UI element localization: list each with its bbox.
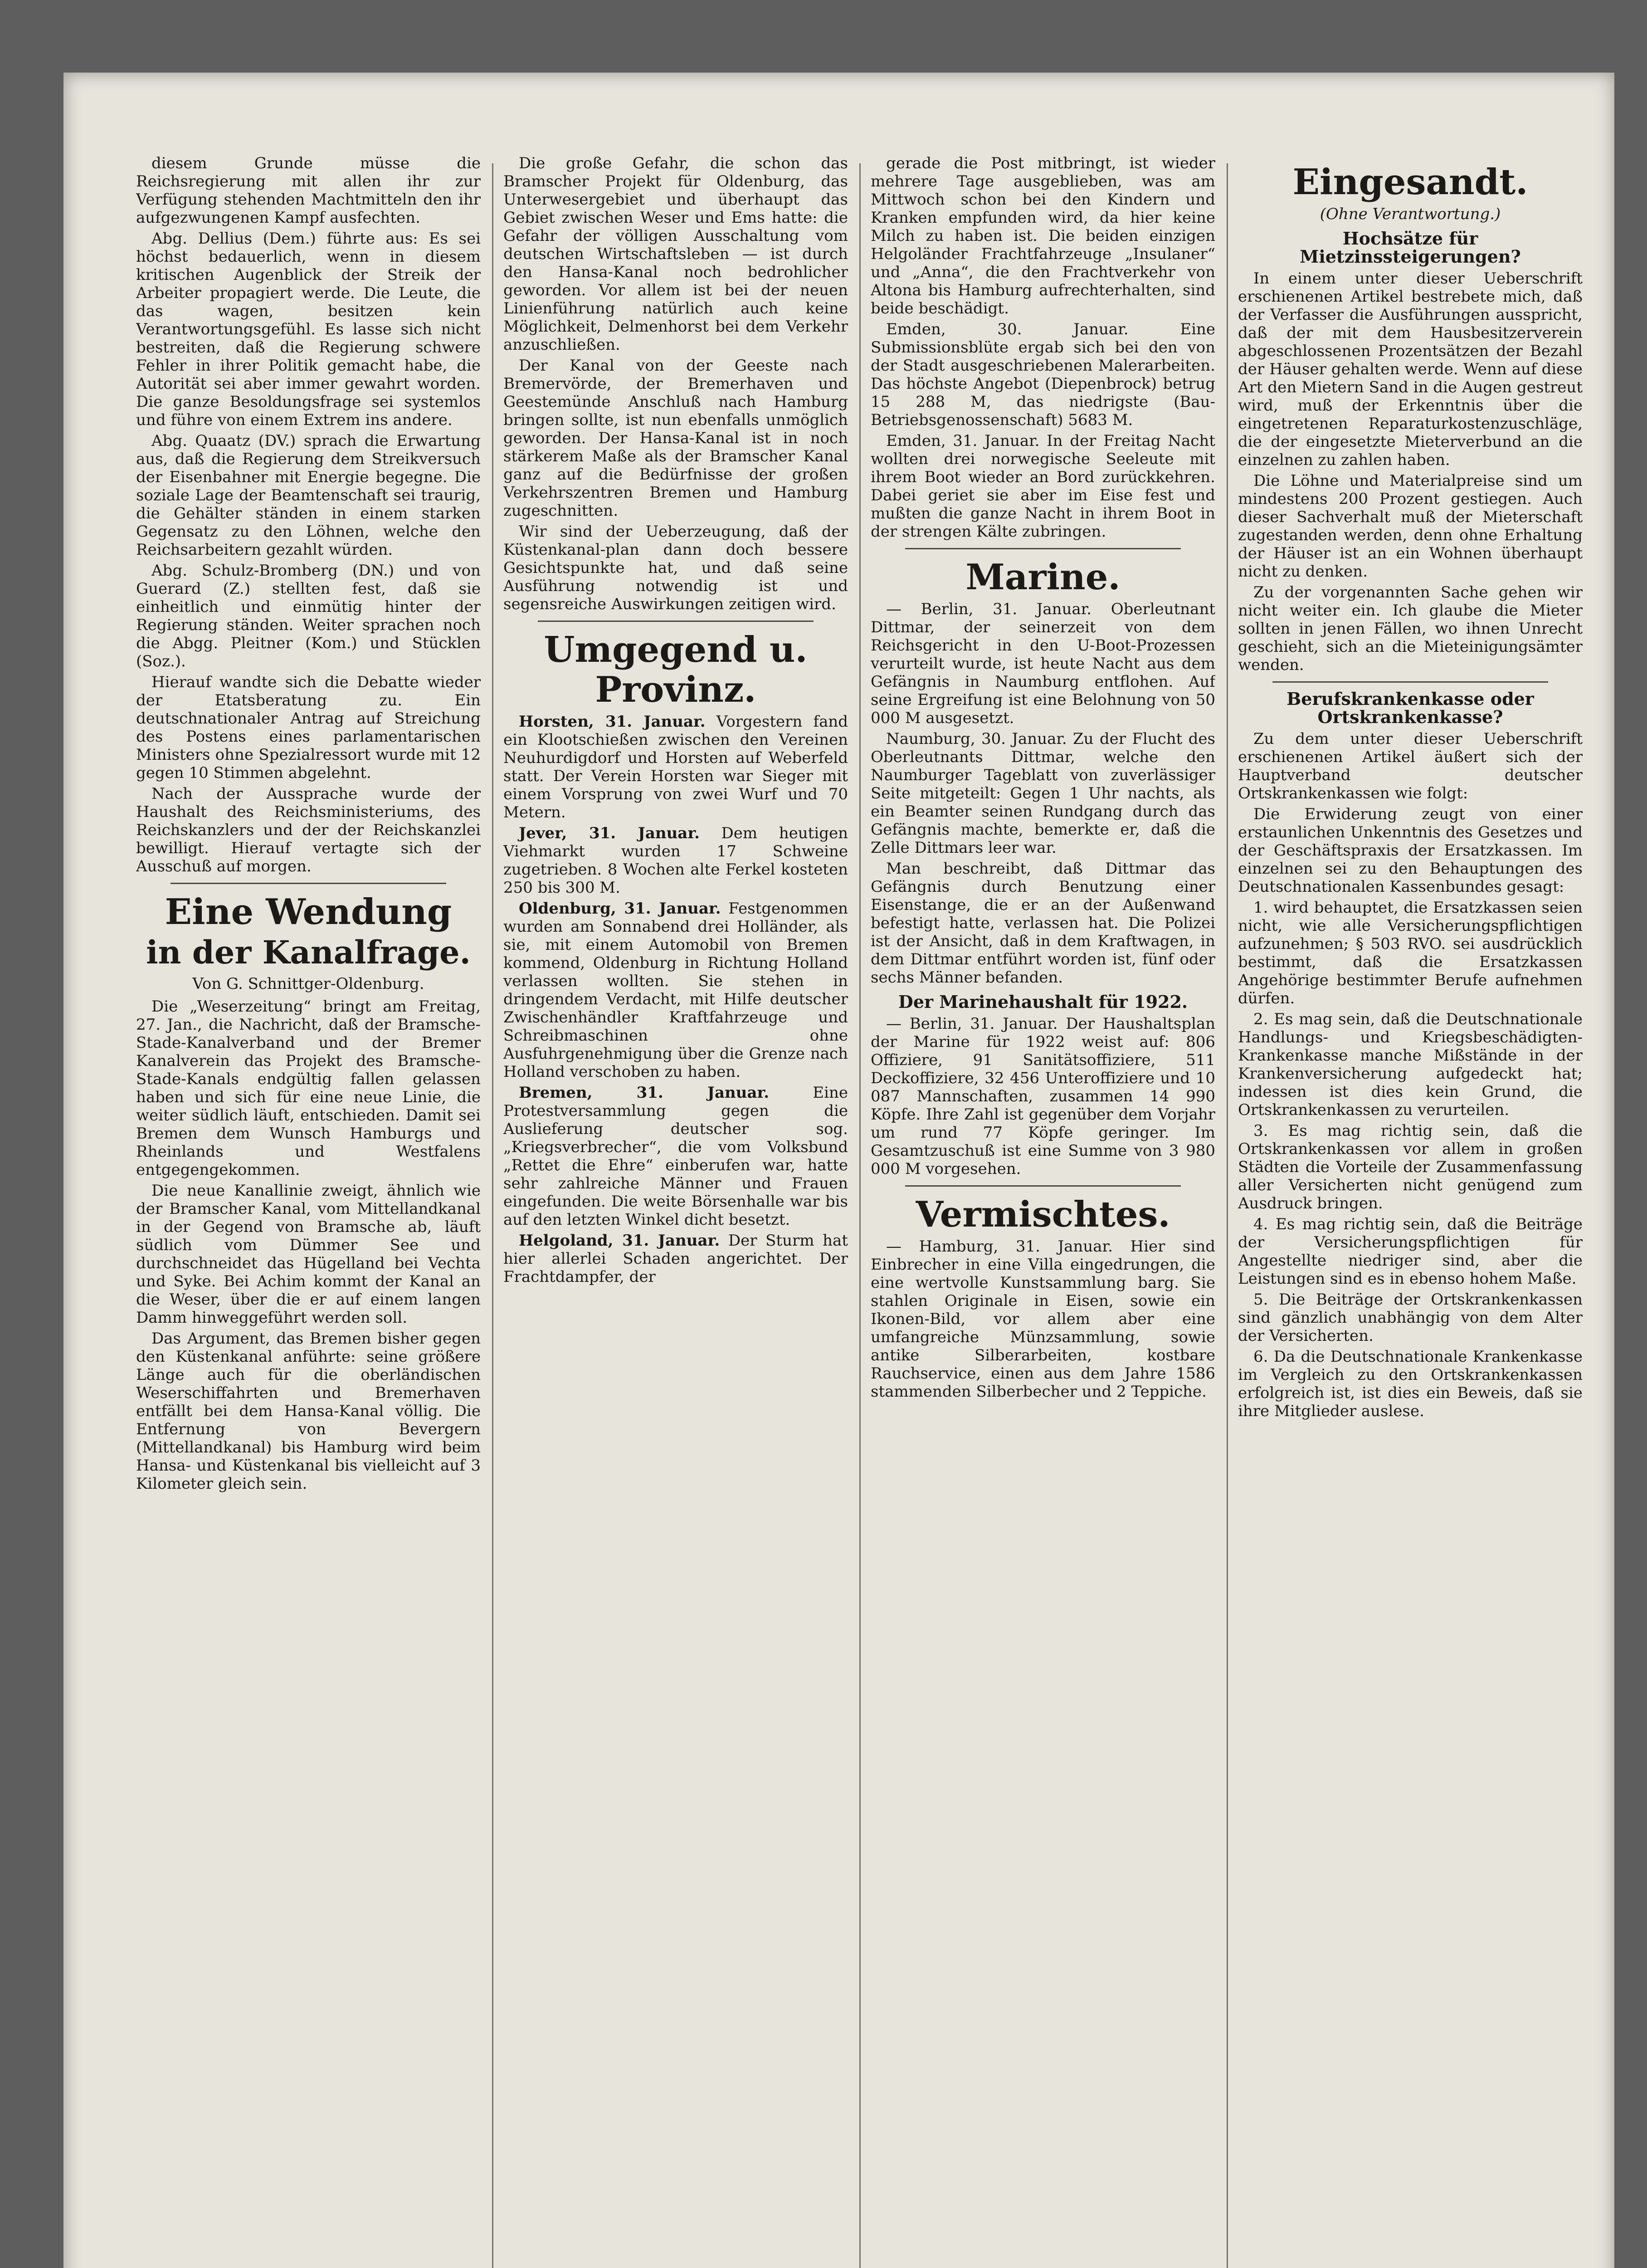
column-rule	[1227, 163, 1228, 2268]
news-text: Festgenommen wurden am Sonnabend drei Holländer, als sie, mit einem Automobil von Bremen kommend, Oldenburg in Richtung Holland verlassen wollten. Sie stehen in dringendem Verdacht, mit Hilfe deutscher Zwischenhändler Kraftfahrzeuge und Schreibmaschinen ohne Ausfuhrgenehmigung über die Grenze nach Holland verschoben zu haben.	[503, 899, 848, 1081]
paragraph: 4. Es mag richtig sein, daß die Beiträge der Versicherungspflichtigen für Angestellte niedriger sind, aber die Leistungen sind es in ebenso hohem Maße.	[1238, 1215, 1583, 1288]
paragraph: Die Erwiderung zeugt von einer erstaunlichen Unkenntnis des Gesetzes und der Geschäftspraxis der Ersatzkassen. Im einzelnen sei zu den Behauptungen des Deutschnationalen Kassenbundes gesagt:	[1238, 805, 1583, 896]
divider	[905, 548, 1181, 549]
paragraph: Emden, 31. Januar. In der Freitag Nacht wollten drei norwegische Seeleute mit ihrem Boot wieder an Bord zurückkehren. Dabei geriet sie aber im Eise fest und mußten die ganze Nacht in ihrem Boot in der strengen Kälte zubringen.	[871, 432, 1215, 541]
col1-intro	[136, 154, 481, 875]
paragraph: 2. Es mag sein, daß die Deutschnationale Handlungs- und Kriegsbeschädigten-Krankenkasse manche Mißstände in der Krankenversicherung aufgedeckt hat; indessen ist dies kein Grund, die Ortskrankenkassen zu verurteilen.	[1238, 1010, 1583, 1119]
news-item	[503, 899, 848, 1081]
paragraph: 5. Die Beiträge der Ortskrankenkassen sind gänzlich unabhängig von dem Alter der Versicherten.	[1238, 1290, 1583, 1345]
paragraph: Die Löhne und Materialpreise sind um mindestens 200 Prozent gestiegen. Auch dieser Sachverhalt muß der Mieterschaft zugestanden werden, denn ohne Erhaltung der Häuser ist an ein Wohnen überhaupt nicht zu denken.	[1238, 472, 1583, 581]
column-3	[871, 154, 1215, 2268]
section-title: Vermischtes.	[916, 1194, 1170, 1235]
divider	[538, 621, 814, 622]
section-title: Umgegend u. Provinz.	[544, 629, 808, 710]
divider	[1272, 681, 1548, 683]
paragraph: Wir sind der Ueberzeugung, daß der Küstenkanal-plan dann doch bessere Gesichtspunkte hat, und daß seine Ausführung notwendig ist und segensreiche Auswirkungen zeitigen wird.	[503, 523, 848, 613]
news-item	[503, 1084, 848, 1229]
dateline: Jever, 31. Januar.	[519, 824, 700, 842]
paragraph: 6. Da die Deutschnationale Krankenkasse im Vergleich zu den Ortskrankenkassen erfolgreich ist, ist dies ein Beweis, daß sie ihre Mitglieder auslese.	[1238, 1348, 1583, 1420]
news-text: Vorgestern fand ein Klootschießen zwischen den Vereinen Neuhurdigdorf und Horsten auf Weberfeld statt. Der Verein Horsten war Sieger mit einem Vorsprung von zwei Wurf und 70 Metern.	[503, 713, 848, 821]
paragraph: Nach der Aussprache wurde der Haushalt des Reichsministeriums, des Reichskanzlers und der der Reichskanzlei bewilligt. Hierauf vertagte sich der Ausschuß auf morgen.	[136, 785, 481, 875]
column-4	[1238, 154, 1583, 2268]
paragraph: In einem unter dieser Ueberschrift erschienenen Artikel bestrebete mich, daß der Verfasser die Ausführungen ausspricht, daß der mit dem Hausbesitzerverein abgeschlossenen Prozentsätzen der Bezahl der Häuser gehalten werde. Wenn auf diese Art den Mietern Sand in die Augen gestreut wird, muß der Erkenntnis über die eingetretenen Reparaturkostenzuschläge, die der eingesetzte Mieterverbund an die einzelnen zu zahlen haben.	[1238, 269, 1583, 469]
news-item	[503, 713, 848, 821]
divider	[905, 1185, 1181, 1187]
column-rule	[492, 163, 493, 2268]
section-title: Eingesandt.	[1292, 161, 1528, 203]
paragraph: Zu der vorgenannten Sache gehen wir nicht weiter ein. Ich glaube die Mieter sollten in jenen Fällen, wo ihnen Unrecht geschieht, sich an die Mieteinigungsämter wenden.	[1238, 583, 1583, 674]
newspaper-page	[63, 73, 1614, 2268]
column-1	[136, 154, 481, 2268]
news-item	[503, 1232, 848, 1286]
subtitle: (Ohne Verantwortung.)	[1320, 205, 1501, 223]
news-text: Der Sturm hat hier allerlei Schaden angerichtet. Der Frachtdampfer, der	[503, 1232, 848, 1286]
paragraph: Die „Weserzeitung“ bringt am Freitag, 27. Jan., die Nachricht, daß der Bramsche-Stade-Kanalverband und der Bremer Kanalverein das Projekt des Bramsche-Stade-Kanals endgültig fallen gelassen haben und sich für eine neue Linie, die weiter südlich läuft, entschieden. Damit sei Bremen dem Wunsch Hamburgs und Rheinlands und Westfalens entgegengekommen.	[136, 997, 481, 1179]
dateline: Helgoland, 31. Januar.	[519, 1232, 720, 1250]
paragraph: Emden, 30. Januar. Eine Submissionsblüte ergab sich bei den von der Stadt ausgeschriebenen Malerarbeiten. Das höchste Angebot (Diepenbrock) betrug 15 288 M, das niedrigste (Bau-Betriebsgenossenschaft) 5683 M.	[871, 320, 1215, 429]
divider	[171, 883, 446, 884]
paragraph: — Berlin, 31. Januar. Der Haushaltsplan der Marine für 1922 weist auf: 806 Offiziere, 91 Sanitätsoffiziere, 511 Deckoffiziere, 32 456 Unteroffiziere und 10 087 Mannschaften, zusammen 14 990 Köpfe. Ihre Zahl ist gegenüber dem Vorjahr um rund 77 Köpfe geringer. Im Gesamtzuschuß ist eine Summe von 3 980 000 M vorgesehen.	[871, 1015, 1215, 1178]
section-title: Marine.	[965, 557, 1121, 598]
paragraph: Abg. Dellius (Dem.) führte aus: Es sei höchst bedauerlich, wenn in diesem kritischen Augenblick der Streik der Arbeiter propagiert werde. Die Leute, die das wagen, besitzen kein Verantwortungsgefühl. Es lasse sich nicht bestreiten, daß die Regierung schwere Fehler in ihrer Politik gemacht habe, die Autorität sei aber immer gewahrt worden. Die ganze Besoldungsfrage sei systemlos und führe von einem Extrem ins andere.	[136, 230, 481, 429]
sub-title: Der Marinehaushalt für 1922.	[898, 992, 1188, 1012]
news-item	[503, 824, 848, 897]
paragraph: 1. wird behauptet, die Ersatzkassen seien nicht, wie alle Versicherungspflichtigen aufzunehmen; § 503 RVO. sei ausdrücklich bestimmt, daß die Ersatzkassen Angehörige bestimmter Berufe aufnehmen dürfen.	[1238, 899, 1583, 1007]
paragraph: — Hamburg, 31. Januar. Hier sind Einbrecher in eine Villa eingedrungen, die eine wertvolle Kunstsammlung barg. Sie stahlen Originale in Eisen, sowie ein Ikonen-Bild, vor allem aber eine umfangreiche Münzsammlung, sowie antike Silberarbeiten, kostbare Rauchservice, einen aus dem Jahre 1586 stammenden Silberbecher und 2 Teppiche.	[871, 1237, 1215, 1401]
paragraph: Das Argument, das Bremen bisher gegen den Küstenkanal anführte: seine größere Länge auch für die oberländischen Weserschiffahrten und Bremerhaven entfällt bei dem Hansa-Kanal völlig. Die Entfernung von Bevergern (Mittellandkanal) bis Hamburg wird beim Hansa- und Küstenkanal bis vielleicht auf 3 Kilometer gleich sein.	[136, 1330, 481, 1493]
article-title-line-2: in der Kanalfrage.	[146, 934, 471, 971]
paragraph: — Berlin, 31. Januar. Oberleutnant Dittmar, der seinerzeit von dem Reichsgericht in den U-Boot-Prozessen verurteilt wurde, ist heute Nacht aus dem Gefängnis in Naumburg entflohen. Auf seine Ergreifung ist eine Belohnung von 50 000 M ausgesetzt.	[871, 600, 1215, 727]
column-rule	[859, 163, 861, 2268]
paragraph: diesem Grunde müsse die Reichsregierung mit allen ihr zur Verfügung stehenden Machtmitteln den ihr aufgezwungenen Kampf ausfechten.	[136, 154, 481, 227]
news-text: Eine Protestversammlung gegen die Auslieferung deutscher sog. „Kriegsverbrecher“, die vom Volksbund „Rettet die Ehre“ einberufen war, hatte sehr zahlreiche Männer und Frauen eingefunden. Die weite Börsenhalle war bis auf den letzten Winkel dicht besetzt.	[503, 1084, 848, 1229]
paragraph: Der Kanal von der Geeste nach Bremervörde, der Bremerhaven und Geestemünde Anschluß nach Hamburg bringen sollte, ist nun ebenfalls unmöglich geworden. Der Hansa-Kanal ist in noch stärkerem Maße als der Bramscher Kanal ganz auf die Bedürfnisse der großen Verkehrszentren Bremen und Hamburg zugeschnitten.	[503, 357, 848, 520]
paragraph: Die neue Kanallinie zweigt, ähnlich wie der Bramscher Kanal, vom Mittellandkanal in der Gegend von Bramsche ab, läuft südlich vom Dümmer See und durchschneidet das Hügelland bei Vechta und Syke. Bei Achim kommt der Kanal an die Weser, über die er auf einem langen Damm hinweggeführt werden soll.	[136, 1182, 481, 1327]
paragraph: Zu dem unter dieser Ueberschrift erschienenen Artikel äußert sich der Hauptverband deutscher Ortskrankenkassen wie folgt:	[1238, 730, 1583, 802]
column-2	[503, 154, 848, 2268]
paragraph: gerade die Post mitbringt, ist wieder mehrere Tage ausgeblieben, was am Mittwoch schon bei den Kindern und Kranken empfunden wird, da hier keine Milch zu haben ist. Die beiden einzigen Helgoländer Frachtfahrzeuge „Insulaner“ und „Anna“, die den Frachtverkehr von Altona bis Hamburg aufrechterhalten, sind beide beschädigt.	[871, 154, 1215, 318]
news-text: Dem heutigen Viehmarkt wurden 17 Schweine zugetrieben. 8 Wochen alte Ferkel kosteten 250 bis 300 M.	[503, 824, 848, 897]
dateline: Bremen, 31. Januar.	[519, 1084, 770, 1102]
paragraph: Abg. Quaatz (DV.) sprach die Erwartung aus, daß die Regierung dem Streikversuch der Eisenbahner mit Energie begegne. Die soziale Lage der Beamtenschaft sei traurig, die Gehälter ständen in einem starken Gegensatz zu den Löhnen, welche den Reichsarbeitern gezahlt würden.	[136, 432, 481, 559]
byline: Von G. Schnittger-Oldenburg.	[192, 975, 424, 993]
paragraph: Die große Gefahr, die schon das Bramscher Projekt für Oldenburg, das Unterwesergebiet und überhaupt das Gebiet zwischen Weser und Ems hatte: die Gefahr der völligen Ausschaltung vom deutschen Wirtschaftsleben — ist durch den Hansa-Kanal noch bedrohlicher geworden. Vor allem ist bei der neuen Linienführung natürlich auch keine Möglichkeit, Delmenhorst bei dem Verkehr anzuschließen.	[503, 154, 848, 354]
paragraph: 3. Es mag richtig sein, daß die Ortskrankenkassen vor allem in großen Städten die Vorteile der Zusammenfassung aller Versicherten nicht genügend zum Ausdruck bringen.	[1238, 1122, 1583, 1212]
paragraph: Hierauf wandte sich die Debatte wieder der Etatsberatung zu. Ein deutschnationaler Antrag auf Streichung des Postens eines parlamentarischen Ministers ohne Spezialressort wurde mit 12 gegen 10 Stimmen abgelehnt.	[136, 673, 481, 782]
paragraph: Naumburg, 30. Januar. Zu der Flucht des Oberleutnants Dittmar, welche den Naumburger Tageblatt von zuverlässiger Seite mitgeteilt: Gegen 1 Uhr nachts, als ein Beamter seinen Rundgang durch das Gefängnis machte, bemerkte er, daß die Zelle Dittmars leer war.	[871, 730, 1215, 857]
dateline: Oldenburg, 31. Januar.	[519, 899, 721, 918]
sub-title: Hochsätze für Mietzinssteigerungen?	[1300, 228, 1521, 267]
sub-title: Berufskrankenkasse oder Ortskrankenkasse?	[1286, 689, 1534, 727]
paragraph: Abg. Schulz-Bromberg (DN.) und von Guerard (Z.) stellten fest, daß sie einheitlich und einmütig hinter der Regierung ständen. Weiter sprachen noch die Abgg. Pleitner (Kom.) und Stücklen (Soz.).	[136, 562, 481, 670]
dateline: Horsten, 31. Januar.	[519, 713, 706, 731]
article-title: Eine Wendung	[165, 891, 452, 933]
paragraph: Man beschreibt, daß Dittmar das Gefängnis durch Benutzung einer Eisenstange, die er an der Außenwand befestigt hatte, verlassen hat. Die Polizei ist der Ansicht, daß in dem Kraftwagen, in dem Dittmar entführt worden ist, fünf oder sechs Männer befanden.	[871, 860, 1215, 987]
